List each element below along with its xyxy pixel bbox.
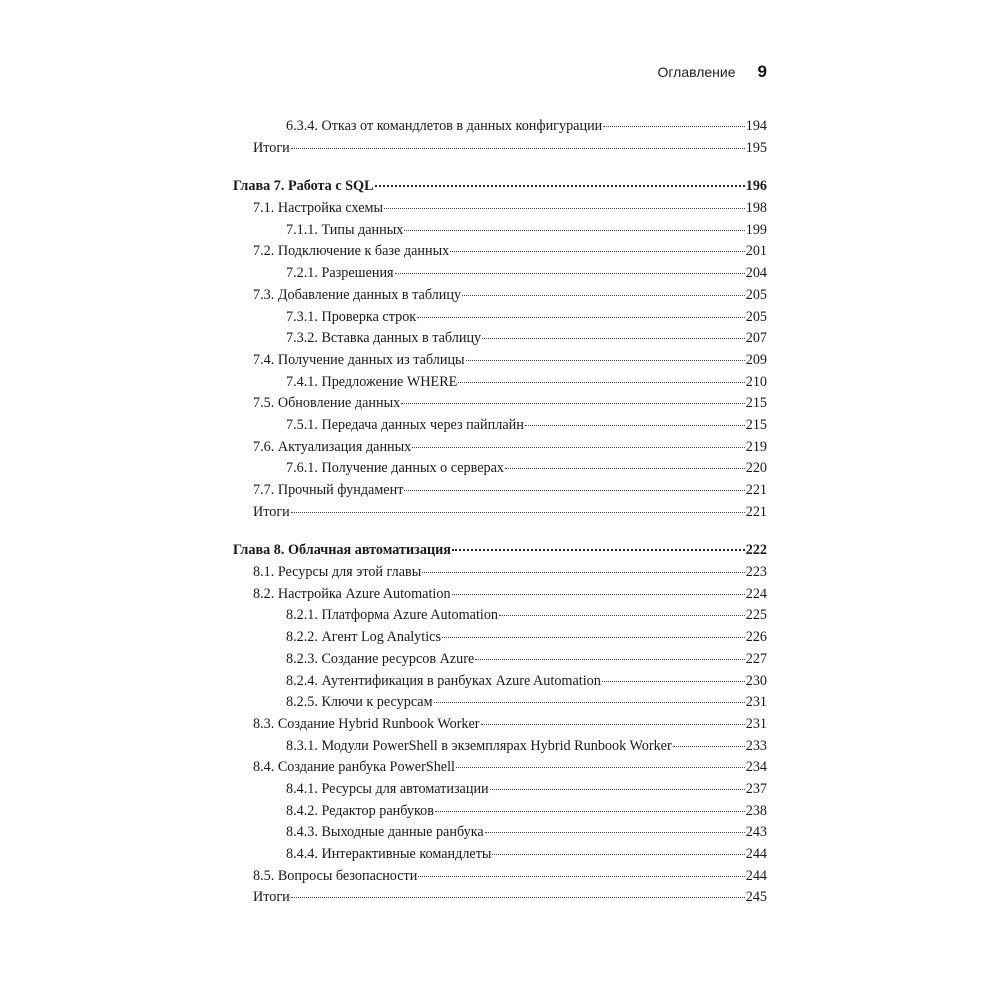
toc-entry-page: 204 — [745, 265, 767, 282]
dot-leader — [442, 637, 745, 638]
toc-entry-label: 8.4.3. Выходные данные ранбука — [286, 824, 484, 841]
toc-entry-page: 230 — [745, 672, 767, 689]
toc-entry-label: 7.4.1. Предложение WHERE — [286, 373, 458, 390]
page-number: 9 — [757, 62, 767, 81]
toc-entry-label: 7.5.1. Передача данных через пайплайн — [286, 416, 524, 433]
toc-entry-page: 215 — [745, 395, 767, 412]
dot-leader — [450, 251, 745, 252]
toc-entry-label: 8.4.2. Редактор ранбуков — [286, 802, 434, 819]
dot-leader — [525, 425, 745, 426]
toc-entry — [233, 866, 767, 888]
toc-entry-page: 219 — [745, 438, 767, 455]
toc-entry-page: 194 — [745, 118, 767, 134]
dot-leader — [481, 724, 745, 725]
toc-entry — [233, 372, 767, 394]
dot-leader — [452, 549, 745, 551]
toc-entry — [233, 307, 767, 329]
toc-entry-label: 7.6. Актуализация данных — [253, 438, 412, 455]
dot-leader — [673, 746, 745, 747]
toc-entry-label: Глава 7. Работа с SQL — [233, 178, 374, 195]
toc-entry — [233, 220, 767, 242]
toc-entry — [233, 562, 767, 584]
toc-entry — [233, 692, 767, 714]
toc-entry — [233, 415, 767, 437]
toc-entry — [233, 241, 767, 263]
toc-entry-page: 237 — [745, 780, 767, 797]
toc-entry-label: Итоги — [253, 139, 290, 156]
toc-entry-page: 225 — [745, 607, 767, 624]
toc-entry-page: 205 — [745, 286, 767, 303]
toc-entry — [233, 480, 767, 502]
toc-entry-label: 8.2.3. Создание ресурсов Azure — [286, 650, 475, 667]
dot-leader — [603, 126, 744, 127]
dot-leader — [482, 338, 745, 339]
dot-leader — [492, 854, 744, 855]
toc-entry-label: 6.3.4. Отказ от командлетов в данных конфигурации — [286, 118, 603, 134]
toc-entry — [233, 502, 767, 524]
toc-entry-page: 198 — [745, 200, 767, 217]
toc-entry — [233, 116, 767, 138]
toc-entry-label: 8.1. Ресурсы для этой главы — [253, 564, 422, 581]
toc-entry — [233, 736, 767, 758]
toc-chapter-entry — [233, 540, 767, 562]
toc-entry-label: 7.6.1. Получение данных о серверах — [286, 460, 505, 477]
toc-entry-page: 207 — [745, 330, 767, 347]
dot-leader — [418, 876, 744, 877]
toc-entry-page: 245 — [745, 889, 767, 906]
toc-entry-page: 195 — [745, 139, 767, 156]
toc-entry-page: 209 — [745, 351, 767, 368]
toc-entry-page: 234 — [745, 759, 767, 776]
toc-entry — [233, 263, 767, 285]
toc-entry-label: 8.2.1. Платформа Azure Automation — [286, 607, 499, 624]
toc-entry-page: 201 — [745, 243, 767, 260]
toc-entry-label: 8.3.1. Модули PowerShell в экземплярах Hybrid Runbook Worker — [286, 737, 672, 754]
dot-leader — [291, 897, 745, 898]
toc-entry-page: 231 — [745, 694, 767, 711]
dot-leader — [458, 382, 744, 383]
toc-entry-page: 224 — [745, 585, 767, 602]
dot-leader — [401, 403, 744, 404]
dot-leader — [404, 490, 744, 491]
toc-entry — [233, 458, 767, 480]
toc-entry — [233, 138, 767, 160]
toc-chapter-entry — [233, 176, 767, 198]
toc-entry-label: 7.2.1. Разрешения — [286, 265, 394, 282]
dot-leader — [384, 208, 745, 209]
toc-entry-page: 226 — [745, 629, 767, 646]
dot-leader — [291, 148, 745, 149]
dot-leader — [490, 789, 745, 790]
toc-entry-label: 8.4.4. Интерактивные командлеты — [286, 846, 492, 862]
toc-entry-label: 7.3.1. Проверка строк — [286, 308, 417, 325]
running-head-title: Оглавление — [657, 64, 736, 80]
toc-entry — [233, 328, 767, 350]
toc-entry — [233, 887, 767, 909]
toc-entry-label: 8.2. Настройка Azure Automation — [253, 585, 451, 602]
toc-entry — [233, 844, 767, 866]
running-head — [657, 62, 767, 82]
toc-entry-label: 8.4.1. Ресурсы для автоматизации — [286, 780, 489, 797]
toc-entry — [233, 757, 767, 779]
toc-entry-page: 221 — [745, 503, 767, 520]
dot-leader — [412, 447, 744, 448]
toc-entry-page: 231 — [745, 715, 767, 732]
dot-leader — [404, 230, 744, 231]
toc-entry — [233, 649, 767, 671]
toc-entry-page: 227 — [745, 650, 767, 667]
dot-leader — [602, 681, 745, 682]
toc-entry-page: 222 — [745, 542, 767, 559]
dot-leader — [375, 185, 745, 187]
toc-entry — [233, 437, 767, 459]
dot-leader — [456, 767, 745, 768]
toc-entry-label: 7.3. Добавление данных в таблицу — [253, 286, 462, 303]
toc-entry-label: 8.2.5. Ключи к ресурсам — [286, 694, 433, 711]
toc-entry-page: 215 — [745, 416, 767, 433]
toc-entry — [233, 605, 767, 627]
toc-entry — [233, 671, 767, 693]
toc-entry-page: 220 — [745, 460, 767, 477]
dot-leader — [505, 468, 745, 469]
toc-entry — [233, 393, 767, 415]
toc-entry-label: Глава 8. Облачная автоматизация — [233, 542, 451, 559]
toc-entry-page: 243 — [745, 824, 767, 841]
dot-leader — [395, 273, 745, 274]
dot-leader — [466, 360, 745, 361]
toc-entry-label: 7.1.1. Типы данных — [286, 221, 404, 238]
toc-entry-page: 244 — [745, 867, 767, 884]
toc-entry-page: 196 — [745, 178, 767, 195]
dot-leader — [485, 832, 745, 833]
dot-leader — [417, 317, 745, 318]
dot-leader — [435, 811, 745, 812]
toc-entry — [233, 584, 767, 606]
toc-entry — [233, 779, 767, 801]
toc-entry-label: 8.2.4. Аутентификация в ранбуках Azure Automation — [286, 672, 601, 689]
dot-leader — [462, 295, 745, 296]
dot-leader — [499, 615, 745, 616]
dot-leader — [434, 702, 745, 703]
toc-entry-page: 205 — [745, 308, 767, 325]
toc-entry-label: 7.4. Получение данных из таблицы — [253, 351, 465, 368]
dot-leader — [452, 594, 745, 595]
toc-entry — [233, 822, 767, 844]
toc-entry-page: 244 — [745, 846, 767, 862]
toc-entry-label: Итоги — [253, 889, 290, 906]
toc-entry-label: 7.1. Настройка схемы — [253, 200, 384, 217]
toc-entry — [233, 801, 767, 823]
toc-entry-page: 221 — [745, 482, 767, 498]
toc-entry — [233, 627, 767, 649]
toc-entry-page: 233 — [745, 737, 767, 754]
toc-entry-page: 199 — [745, 221, 767, 238]
toc-entry — [233, 350, 767, 372]
toc-entry-label: 7.5. Обновление данных — [253, 395, 401, 412]
toc-entry-page: 223 — [745, 564, 767, 581]
toc-entry-label: 8.3. Создание Hybrid Runbook Worker — [253, 715, 480, 732]
toc-entry-page: 210 — [745, 373, 767, 390]
toc-entry-label: 7.3.2. Вставка данных в таблицу — [286, 330, 482, 347]
toc-entry-label: 8.5. Вопросы безопасности — [253, 867, 418, 884]
toc-entry — [233, 714, 767, 736]
dot-leader — [291, 512, 745, 513]
toc-entry-label: 8.4. Создание ранбука PowerShell — [253, 759, 455, 776]
toc-entry-label: 7.7. Прочный фундамент — [253, 482, 404, 498]
table-of-contents — [233, 116, 767, 909]
toc-entry-label: 8.2.2. Агент Log Analytics — [286, 629, 441, 646]
toc-entry-label: 7.2. Подключение к базе данных — [253, 243, 450, 260]
toc-entry-page: 238 — [745, 802, 767, 819]
dot-leader — [475, 659, 744, 660]
toc-entry — [233, 285, 767, 307]
toc-entry-label: Итоги — [253, 503, 290, 520]
toc-entry — [233, 198, 767, 220]
dot-leader — [422, 572, 744, 573]
